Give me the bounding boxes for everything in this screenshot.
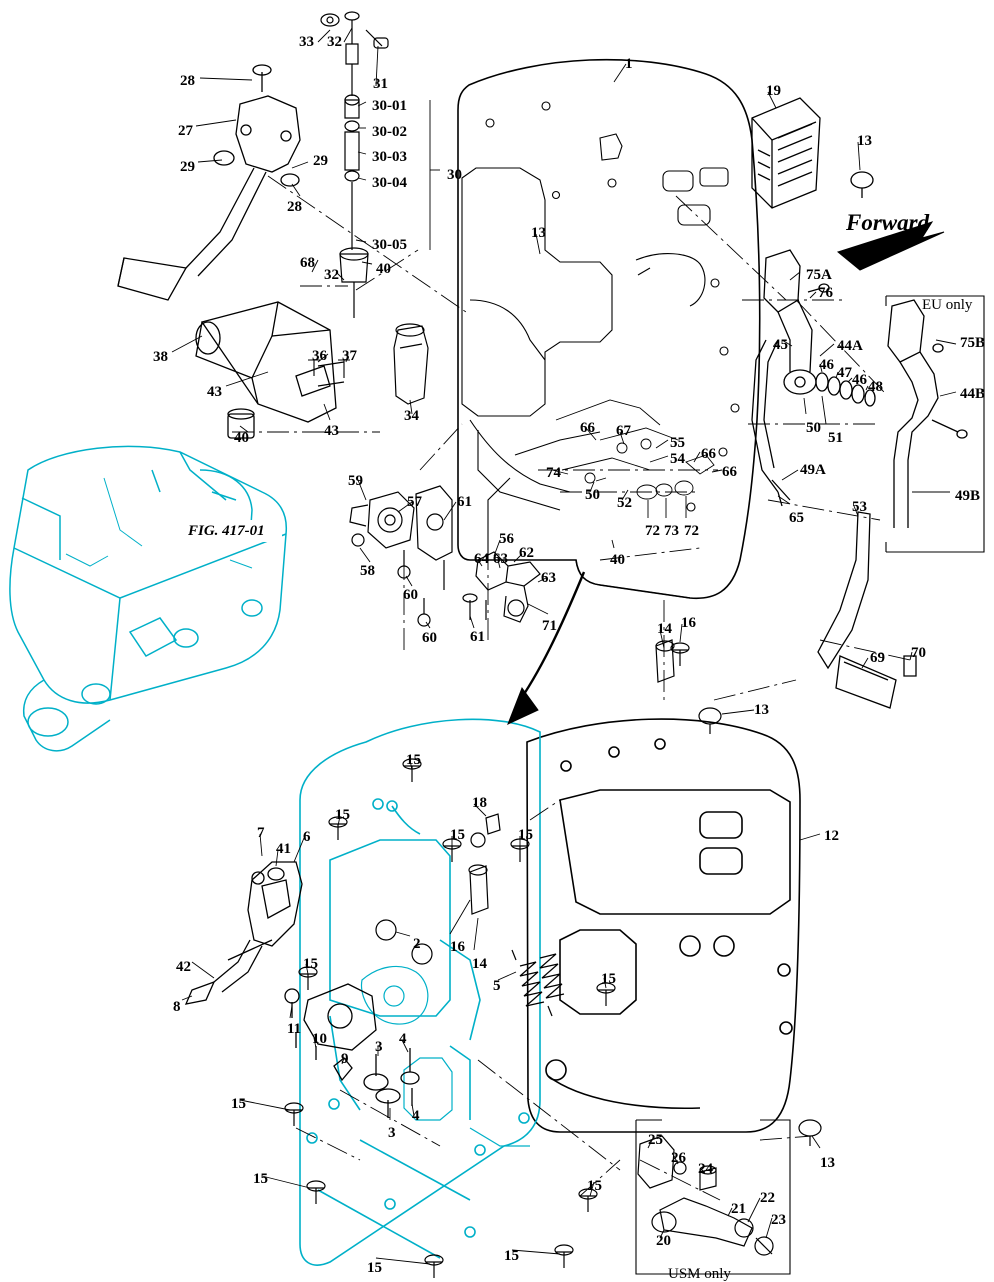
callout-number: 46 (819, 357, 834, 373)
callout-number: 26 (671, 1150, 686, 1166)
callout-number: 23 (771, 1212, 786, 1228)
forward-direction-label: Forward (846, 210, 930, 235)
callout-number: 18 (472, 795, 487, 811)
callout-number: 60 (403, 587, 418, 603)
callout-number: 16 (450, 939, 465, 955)
callout-number: 65 (789, 510, 804, 526)
callout-number: 29 (180, 159, 195, 175)
callout-number: 64 (474, 551, 489, 567)
callout-number: 56 (499, 531, 514, 547)
callout-number: 6 (303, 829, 311, 845)
callout-number: 38 (153, 349, 168, 365)
callout-number: 25 (648, 1132, 663, 1148)
callout-number: 30-04 (372, 175, 407, 191)
callout-number: 49A (800, 462, 826, 478)
callout-number: 20 (656, 1233, 671, 1249)
callout-number: 33 (299, 34, 314, 50)
callout-number: 55 (670, 435, 685, 451)
callout-number: 15 (253, 1171, 268, 1187)
callout-number: 50 (585, 487, 600, 503)
callout-number: 47 (837, 365, 852, 381)
callout-number: 30-05 (372, 237, 407, 253)
callout-number: 32 (327, 34, 342, 50)
callout-number: 66 (580, 420, 595, 436)
callout-number: 40 (610, 552, 625, 568)
callout-number: 60 (422, 630, 437, 646)
callout-number: 3 (375, 1039, 383, 1055)
callout-number: 4 (399, 1031, 407, 1047)
callout-number: 58 (360, 563, 375, 579)
callout-number: 15 (367, 1260, 382, 1276)
callout-number: 34 (404, 408, 419, 424)
callout-number: 9 (341, 1051, 349, 1067)
callout-number: 70 (911, 645, 926, 661)
callout-number: 32 (324, 267, 339, 283)
callout-number: 43 (324, 423, 339, 439)
callout-number: 15 (518, 827, 533, 843)
callout-number: 48 (868, 379, 883, 395)
callout-number: 75A (806, 267, 832, 283)
callout-number: 28 (180, 73, 195, 89)
callout-number: 13 (857, 133, 872, 149)
callout-number: 11 (287, 1021, 302, 1037)
callout-number: 30-03 (372, 149, 407, 165)
callout-number: 42 (176, 959, 191, 975)
callout-number: 50 (806, 420, 821, 436)
callout-number: 43 (207, 384, 222, 400)
callout-number: 27 (178, 123, 193, 139)
callout-number: 45 (773, 337, 788, 353)
callout-number: 59 (348, 473, 363, 489)
callout-number: 53 (852, 499, 867, 515)
callout-number: 15 (587, 1178, 602, 1194)
callout-number: 41 (276, 841, 291, 857)
eu-only-note: EU only (922, 297, 973, 313)
callout-number: 57 (407, 494, 422, 510)
callout-number: 46 (852, 372, 867, 388)
callout-number: 4 (412, 1108, 420, 1124)
callout-number: 19 (766, 83, 781, 99)
callout-number: 15 (504, 1248, 519, 1264)
callout-number: 44A (837, 338, 863, 354)
figure-reference-label: FIG. 417-01 (188, 523, 265, 539)
callout-number: 72 (684, 523, 699, 539)
callout-number: 14 (657, 621, 672, 637)
callout-number: 52 (617, 495, 632, 511)
callout-number: 63 (541, 570, 556, 586)
callout-number: 49B (955, 488, 981, 504)
callout-number: 40 (376, 261, 391, 277)
callout-number: 13 (820, 1155, 835, 1171)
callout-number: 2 (413, 936, 421, 952)
callout-number: 30 (447, 167, 462, 183)
callout-number: 66 (701, 446, 716, 462)
callout-number: 15 (450, 827, 465, 843)
callout-number: 8 (173, 999, 181, 1015)
usm-only-note: USM only (668, 1266, 731, 1282)
callout-number: 29 (313, 153, 328, 169)
callout-number: 68 (300, 255, 315, 271)
callout-number: 28 (287, 199, 302, 215)
callout-number: 36 (312, 348, 327, 364)
callout-number: 71 (542, 618, 557, 634)
callout-number: 75B (960, 335, 986, 351)
callout-number: 51 (828, 430, 843, 446)
callout-number: 15 (406, 752, 421, 768)
callout-number: 40 (234, 430, 249, 446)
callout-number: 13 (754, 702, 769, 718)
callout-number: 67 (616, 423, 631, 439)
callout-number: 24 (698, 1161, 713, 1177)
callout-number: 30-02 (372, 124, 407, 140)
callout-number: 31 (373, 76, 388, 92)
callout-number: 62 (519, 545, 534, 561)
callout-number: 15 (231, 1096, 246, 1112)
callout-number: 22 (760, 1190, 775, 1206)
callout-number: 3 (388, 1125, 396, 1141)
callout-number: 5 (493, 978, 501, 994)
callout-number: 12 (824, 828, 839, 844)
callout-number: 37 (342, 348, 357, 364)
callout-number: 16 (681, 615, 696, 631)
callout-number: 14 (472, 956, 487, 972)
callout-number: 73 (664, 523, 679, 539)
callout-number: 69 (870, 650, 885, 666)
callout-number: 30-01 (372, 98, 407, 114)
callout-number: 1 (625, 56, 633, 72)
callout-number: 15 (303, 956, 318, 972)
callout-number: 63 (493, 551, 508, 567)
callout-number: 76 (818, 285, 833, 301)
callout-number: 7 (257, 825, 265, 841)
callout-number: 74 (546, 465, 561, 481)
callout-number: 72 (645, 523, 660, 539)
callout-number: 54 (670, 451, 685, 467)
callout-number: 21 (731, 1201, 746, 1217)
callout-number: 15 (601, 971, 616, 987)
callout-number: 61 (470, 629, 485, 645)
callout-number: 61 (457, 494, 472, 510)
callout-number: 13 (531, 225, 546, 241)
callout-number: 66 (722, 464, 737, 480)
callout-number: 15 (335, 807, 350, 823)
callout-number: 44B (960, 386, 986, 402)
callout-number: 10 (312, 1031, 327, 1047)
